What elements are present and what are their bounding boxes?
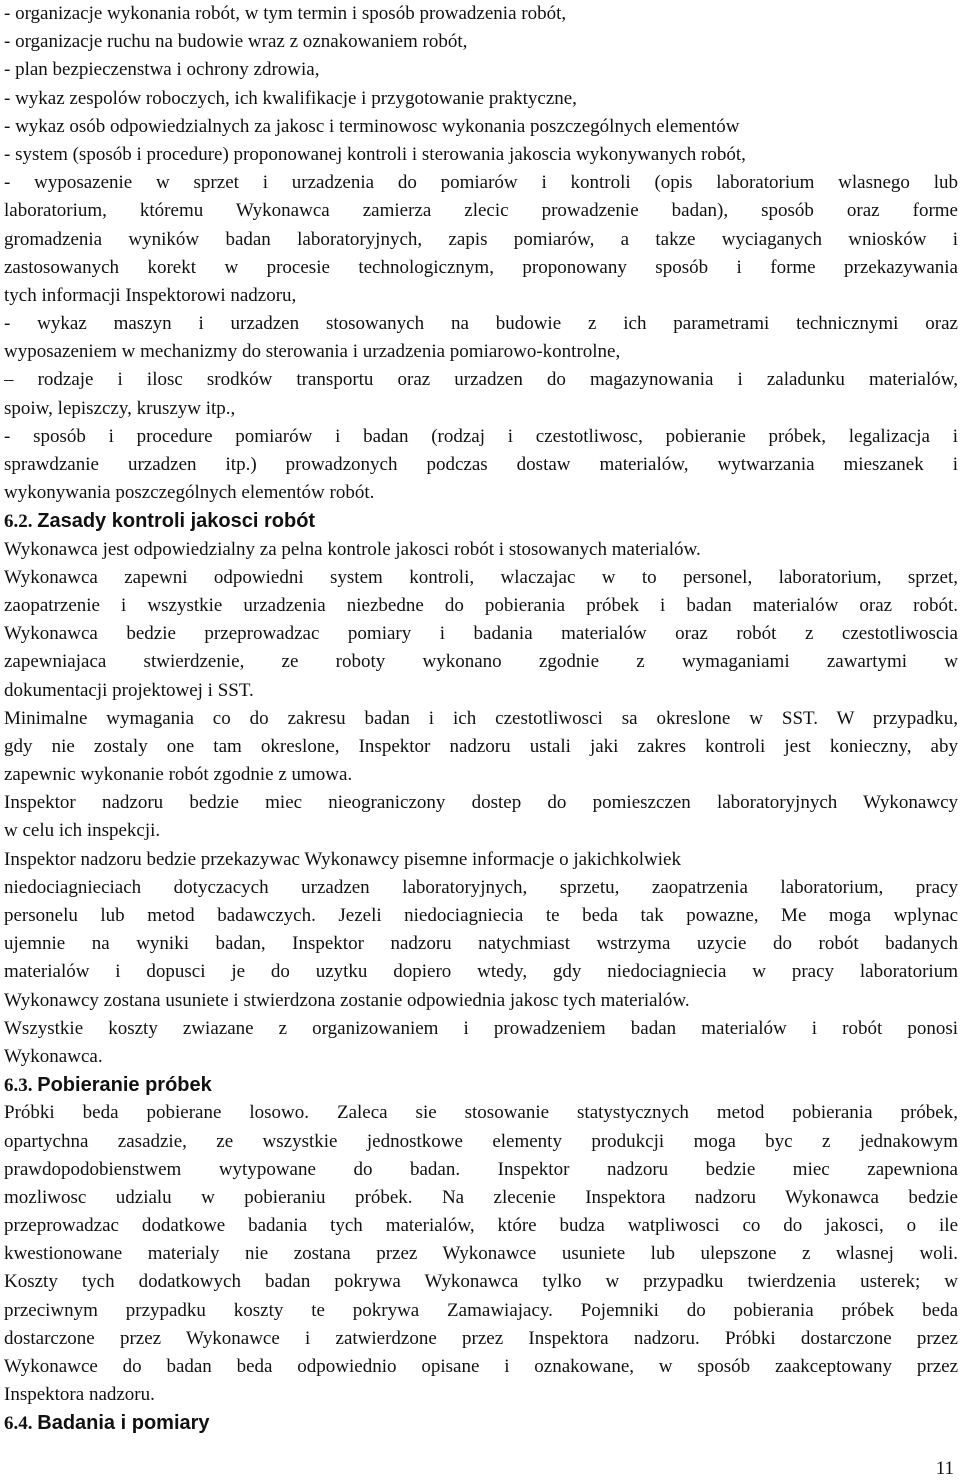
section-heading-6-3 <box>4 1071 958 1099</box>
paragraph-line: zapewnic wykonanie robót zgodnie z umowa. <box>4 764 353 786</box>
paragraph-line: materialów i dopusci je do uzytku dopiero wtedy, gdy niedociagniecia w pracy laboratorium <box>4 961 958 983</box>
paragraph-line: zaopatrzenie i wszystkie urzadzenia niezbedne do pobierania próbek i badan materialów oraz robót. <box>4 594 958 616</box>
paragraph-line: kwestionowane materialy nie zostana przez Wykonawce usuniete lub ulepszone z wlasnej woli. <box>4 1243 958 1265</box>
paragraph-line: przeciwnym przypadku koszty te pokrywa Zamawiajacy. Pojemniki do pobierania próbek beda <box>4 1299 958 1321</box>
list-item: - sposób i procedure pomiarów i badan (rodzaj i czestotliwosc, pobieranie próbek, legalizacja i <box>4 425 958 447</box>
list-item-continuation: wykonywania poszczególnych elementów robót. <box>4 482 375 504</box>
list-item: - wyposazenie w sprzet i urzadzenia do pomiarów i kontroli (opis laboratorium wlasnego lub <box>4 172 958 194</box>
list-item-continuation: gromadzenia wyników badan laboratoryjnych, zapis pomiarów, a takze wyciaganych wniosków i <box>4 228 958 250</box>
paragraph-line: Inspektora nadzoru. <box>4 1384 155 1406</box>
section-heading-6-4 <box>4 1409 958 1437</box>
paragraph-line: Inspektor nadzoru bedzie miec nieograniczony dostep do pomieszczen laboratoryjnych Wykonawcy <box>4 792 958 814</box>
paragraph-line: dostarczone przez Wykonawce i zatwierdzone przez Inspektora nadzoru. Próbki dostarczone przez <box>4 1327 958 1349</box>
paragraph-line: zapewniajaca stwierdzenie, ze roboty wykonano zgodnie z wymaganiami zawartymi w <box>4 651 958 673</box>
list-item: - wykaz osób odpowiedzialnych za jakosc i terminowosc wykonania poszczególnych elementów <box>4 115 740 137</box>
paragraph-line: Wykonawca zapewni odpowiedni system kontroli, wlaczajac w to personel, laboratorium, sprzet, <box>4 566 958 588</box>
paragraph-line: Wykonawca bedzie przeprowadzac pomiary i badania materialów oraz robót z czestotliwoscia <box>4 623 958 645</box>
list-item: - plan bezpieczenstwa i ochrony zdrowia, <box>4 59 320 81</box>
paragraph-line: mozliwosc udzialu w pobieraniu próbek. Na zlecenie Inspektora nadzoru Wykonawca bedzie <box>4 1186 958 1208</box>
section-title: Pobieranie próbek <box>37 1074 212 1097</box>
list-top <box>4 0 958 507</box>
paragraph-line: opartychna zasadzie, ze wszystkie jednostkowe elementy produkcji moga byc z jednakowym <box>4 1130 958 1152</box>
section-number: 6.2. <box>4 511 33 533</box>
list-item-continuation: wyposazeniem w mechanizmy do sterowania i urzadzenia pomiarowo-kontrolne, <box>4 341 621 363</box>
paragraph-line: Minimalne wymagania co do zakresu badan i ich czestotliwosci sa okreslone w SST. W przypadku, <box>4 707 958 729</box>
paragraph-line: Wykonawce do badan beda odpowiednio opisane i oznakowane, w sposób zaakceptowany przez <box>4 1356 958 1377</box>
list-item-continuation: laboratorium, któremu Wykonawca zamierza zlecic prowadzenie badan), sposób oraz forme <box>4 200 958 222</box>
section-title: Zasady kontroli jakosci robót <box>37 510 316 533</box>
list-item: - organizacje ruchu na budowie wraz z oznakowaniem robót, <box>4 31 468 53</box>
list-item: - wykaz maszyn i urzadzen stosowanych na budowie z ich parametrami technicznymi oraz <box>4 313 958 335</box>
paragraph-line: Wszystkie koszty zwiazane z organizowaniem i prowadzeniem badan materialów i robót ponosi <box>4 1017 958 1039</box>
section-number: 6.4. <box>4 1413 33 1435</box>
paragraph-line: ujemnie na wyniki badan, Inspektor nadzoru natychmiast wstrzyma uzycie do robót badanych <box>4 933 958 955</box>
paragraph-line: w celu ich inspekcji. <box>4 820 161 842</box>
list-item: - wykaz zespolów roboczych, ich kwalifikacje i przygotowanie praktyczne, <box>4 87 577 109</box>
section-body-6-3 <box>4 1099 958 1409</box>
document-page <box>4 0 958 1438</box>
list-item: - system (sposób i procedure) proponowanej kontroli i sterowania jakoscia wykonywanych robót, <box>4 143 746 165</box>
list-item-continuation: sprawdzanie urzadzen itp.) prowadzonych podczas dostaw materialów, wytwarzania mieszanek i <box>4 454 958 475</box>
paragraph-line: Inspektor nadzoru bedzie przekazywac Wykonawcy pisemne informacje o jakichkolwiek <box>4 848 681 870</box>
paragraph-line: personelu lub metod badawczych. Jezeli niedociagniecia te beda tak powazne, Me moga wplynac <box>4 905 958 926</box>
paragraph-line: Wykonawca. <box>4 1045 103 1067</box>
paragraph-line: gdy nie zostaly one tam okreslone, Inspektor nadzoru ustali jaki zakres kontroli jest konieczny, aby <box>4 735 958 757</box>
section-heading-6-2 <box>4 507 958 535</box>
paragraph-line: Wykonawca jest odpowiedzialny za pelna kontrole jakosci robót i stosowanych materialów. <box>4 538 701 560</box>
paragraph-line: przeprowadzac dodatkowe badania tych materialów, które budza watpliwosci co do jakosci, o ile <box>4 1215 958 1237</box>
list-item: – rodzaje i ilosc srodków transportu oraz urzadzen do magazynowania i zaladunku materialów, <box>4 369 958 391</box>
list-item-continuation: zastosowanych korekt w procesie technologicznym, proponowany sposób i forme przekazywania <box>4 256 958 278</box>
page-number: 11 <box>935 1458 954 1479</box>
list-item-continuation: spoiw, lepiszczy, kruszyw itp., <box>4 397 236 419</box>
list-item-continuation: tych informacji Inspektorowi nadzoru, <box>4 284 297 306</box>
section-title: Badania i pomiary <box>37 1412 210 1435</box>
paragraph-line: niedociagnieciach dotyczacych urzadzen laboratoryjnych, sprzetu, zaopatrzenia laboratorium, pracy <box>4 876 958 898</box>
paragraph-line: Koszty tych dodatkowych badan pokrywa Wykonawca tylko w przypadku twierdzenia usterek; w <box>4 1271 958 1293</box>
section-body-6-2 <box>4 536 958 1072</box>
paragraph-line: Wykonawcy zostana usuniete i stwierdzona zostanie odpowiednia jakosc tych materialów. <box>4 989 690 1011</box>
paragraph-line: dokumentacji projektowej i SST. <box>4 679 254 701</box>
list-item: - organizacje wykonania robót, w tym termin i sposób prowadzenia robót, <box>4 3 567 24</box>
paragraph-line: prawdopodobienstwem wytypowane do badan. Inspektor nadzoru bedzie miec zapewniona <box>4 1158 958 1180</box>
paragraph-line: Próbki beda pobierane losowo. Zaleca sie stosowanie statystycznych metod pobierania próbek, <box>4 1102 958 1124</box>
section-number: 6.3. <box>4 1075 33 1097</box>
